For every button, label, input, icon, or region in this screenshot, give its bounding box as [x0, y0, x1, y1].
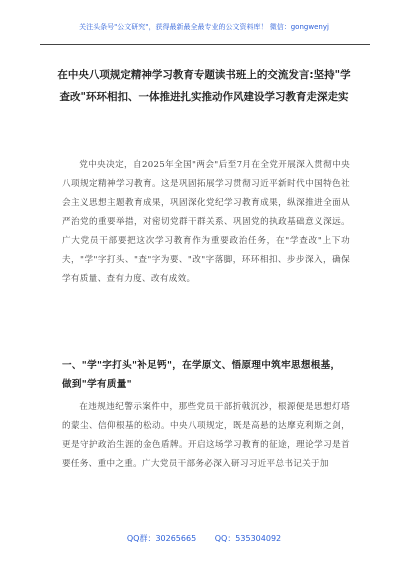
body-paragraph: 在违规违纪警示案件中，那些党员干部折戟沉沙，根源便是思想灯塔的蒙尘、信仰根基的松动。中央八项规定，既是高悬的达摩克利斯之剑，更是守护政治生涯的金色盾牌。开启这场学习教育的征途，理论学习是首要任务、重中之重。广大党员干部务必深入研习习近平总书记关于加	[62, 402, 350, 469]
header-divider	[40, 44, 370, 45]
footer-qq: QQ：535304092	[214, 534, 282, 543]
body-paragraph: 党中央决定，自2025年全国"两会"后至7月在全党开展深入贯彻中央八项规定精神学习教育。这是巩固拓展学习贯彻习近平新时代中国特色社会主义思想主题教育成果，巩固深化党纪学习教育成果，纵深推进全面从严治党的重要举措，对密切党群干群关系、巩固党的执政基础意义深远。广大党员干部要把这次学习教育作为重要政治任务，在"学查改"上下功夫，"学"字打头、"查"字为要、"改"字落脚，环环相扣、步步深入，确保学有质量、查有力度、改有成效。	[62, 160, 350, 284]
header-note: 关注头条号"公文研究"，获得最新最全最专业的公文资料库！ 微信：gongwenyj	[79, 23, 329, 31]
footer-contact	[0, 533, 408, 544]
document-title: 在中央八项规定精神学习教育专题读书班上的交流发言:坚持"学查改"环环相扣、一体推进扎实推动作风建设学习教育走深走实	[57, 69, 351, 103]
footer-qq-group: QQ群：30265665	[126, 534, 197, 543]
section-heading: 一、"学"字打头"补足钙"，在学原文、悟原理中筑牢思想根基，做到"学有质量"	[62, 360, 341, 390]
